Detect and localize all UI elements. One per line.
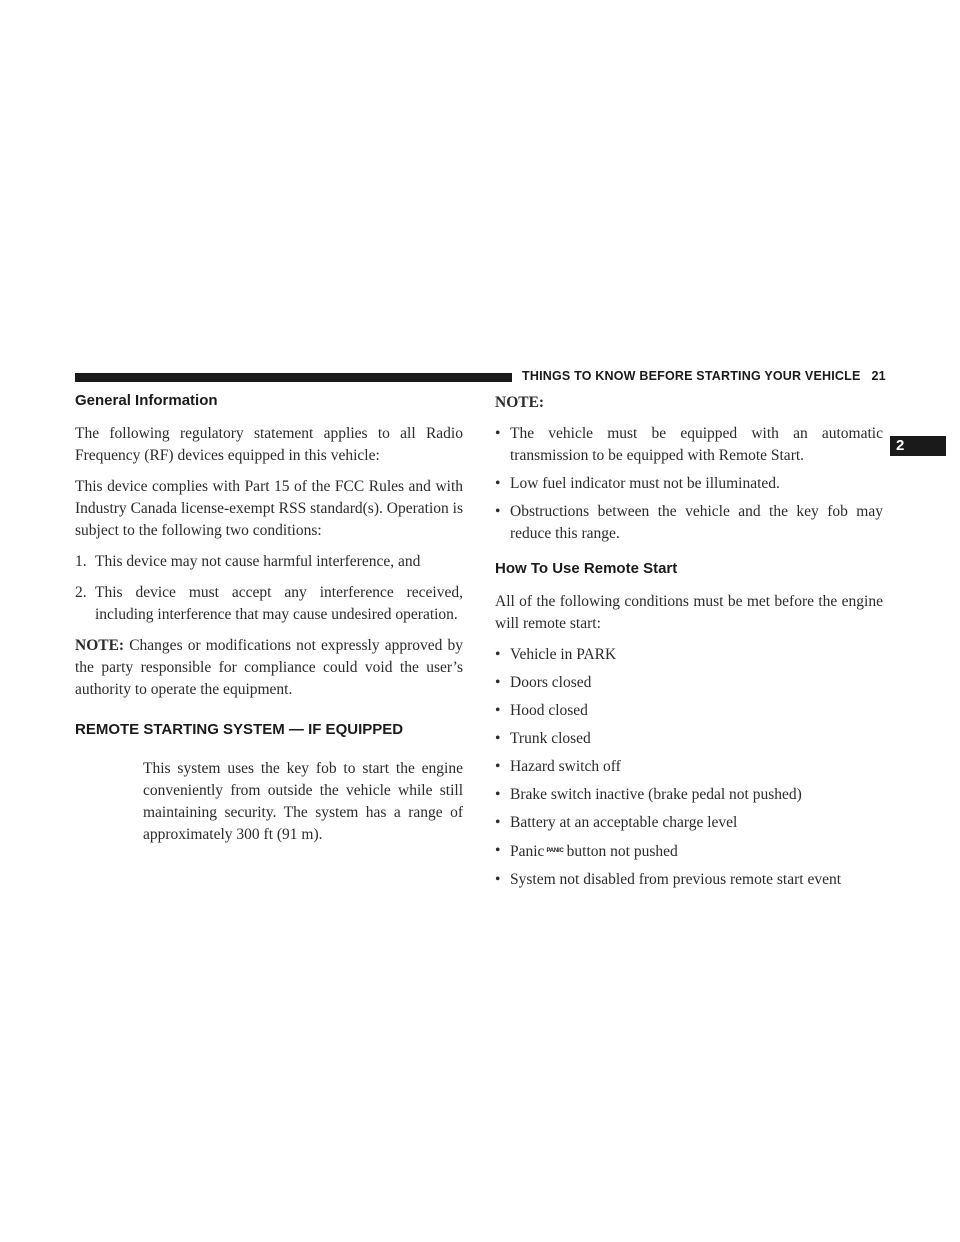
list-item: • Brake switch inactive (brake pedal not pushed)	[495, 786, 802, 803]
remote-start-conditions	[495, 644, 883, 891]
header-title: THINGS TO KNOW BEFORE STARTING YOUR VEHICLE	[522, 369, 861, 383]
list-item: 1. This device may not cause harmful interference, and	[75, 553, 421, 570]
list-item: 2. This device must accept any interference received, including interference that may cause undesired operation.	[75, 584, 463, 623]
note-text: Changes or modifications not expressly approved by the party responsible for compliance could void the user’s authority to operate the equipment.	[75, 637, 463, 698]
list-item: • Hood closed	[495, 702, 588, 719]
list-item: • Battery at an acceptable charge level	[495, 814, 738, 831]
how-to-intro: All of the following conditions must be met before the engine will remote start:	[495, 593, 883, 632]
list-item: • Low fuel indicator must not be illuminated.	[495, 475, 780, 492]
how-to-use-heading: How To Use Remote Start	[495, 560, 678, 577]
list-item: • The vehicle must be equipped with an automatic transmission to be equipped with Remote Start.	[495, 425, 883, 464]
note-paragraph	[75, 635, 463, 701]
list-item: • Doors closed	[495, 674, 592, 691]
chapter-tab: 2	[890, 436, 946, 456]
remote-starting-heading: REMOTE STARTING SYSTEM — IF EQUIPPED	[75, 721, 404, 738]
list-item: • Panic PANIC button not pushed	[495, 842, 678, 860]
running-header	[522, 369, 886, 383]
fcc-compliance-text: This device complies with Part 15 of the FCC Rules and with Industry Canada license-exempt RSS standard(s). Operation is subject to the following two conditions:	[75, 478, 463, 539]
list-item: • System not disabled from previous remote start event	[495, 871, 842, 888]
regulatory-intro: The following regulatory statement applies to all Radio Frequency (RF) devices equipped in this vehicle:	[75, 425, 463, 464]
conditions-list	[75, 551, 463, 626]
list-item: • Obstructions between the vehicle and the key fob may reduce this range.	[495, 503, 883, 542]
remote-start-description: This system uses the key fob to start the engine conveniently from outside the vehicle while still maintaining security. The system has a range of approximately 300 ft (91 m).	[143, 760, 463, 843]
header-rule	[75, 373, 512, 382]
note-heading: NOTE:	[495, 394, 545, 411]
note-bullets	[495, 423, 883, 545]
list-item: • Vehicle in PARK	[495, 646, 617, 663]
right-column	[495, 392, 883, 897]
list-item: • Hazard switch off	[495, 758, 621, 775]
note-label: NOTE:	[75, 637, 125, 654]
general-information-heading: General Information	[75, 392, 218, 409]
left-column	[75, 392, 463, 846]
page-number: 21	[871, 369, 886, 383]
panic-button-icon: PANIC	[546, 848, 564, 854]
list-item: • Trunk closed	[495, 730, 591, 747]
